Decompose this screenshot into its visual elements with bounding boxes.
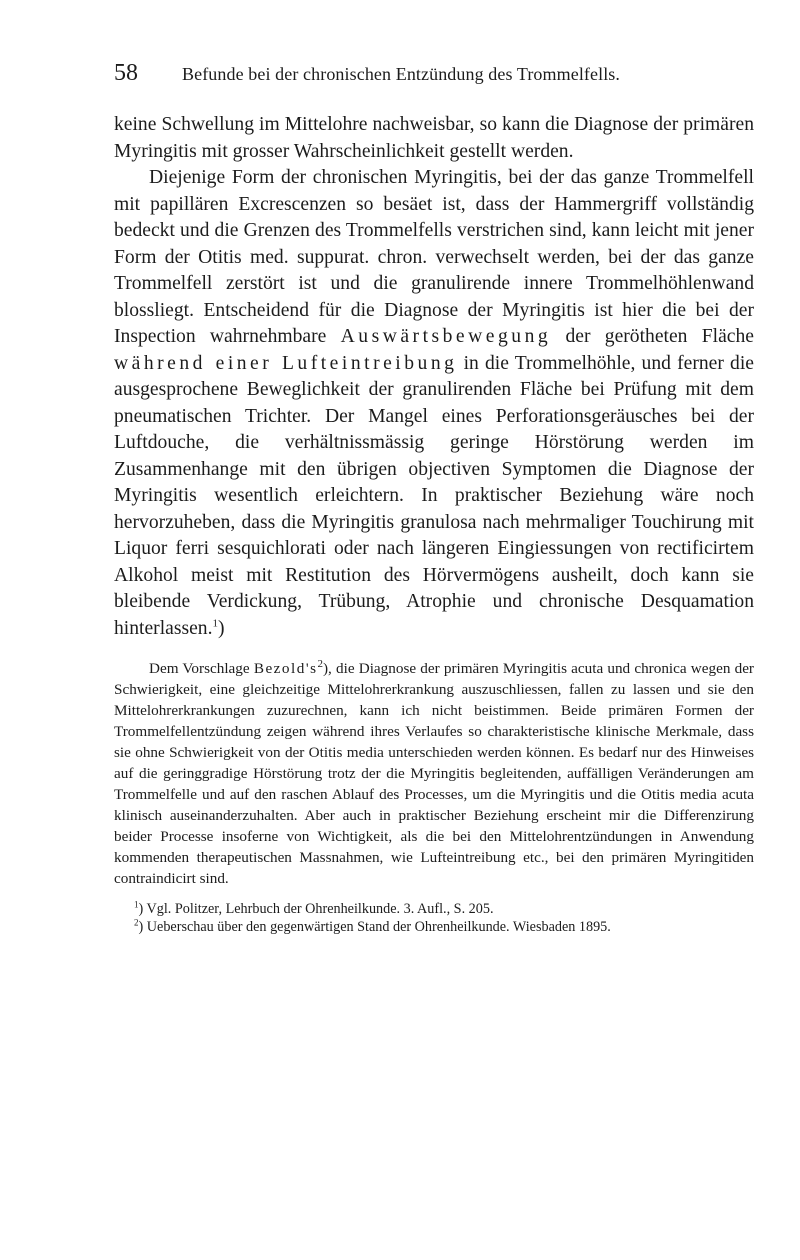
footnote-ref-1-close: ) xyxy=(218,617,225,639)
small-print-note xyxy=(114,658,754,889)
footnote-2 xyxy=(114,918,754,936)
note-lead: Dem Vorschlage xyxy=(149,660,254,677)
footnote-1-lead: Vgl. xyxy=(143,901,175,917)
spaced-term-1: Auswärtsbewegung xyxy=(340,326,552,347)
footnote-1-close: ) xyxy=(138,901,144,917)
page-header xyxy=(114,62,754,90)
paragraph-1: keine Schwellung im Mittelohre nachweisbar, so kann die Diagnose der primären Myringitis mit grosser Wahrscheinlichkeit gestellt werden. xyxy=(114,114,754,162)
paragraph-2-text-c: in die Trommelhöhle, und ferner die ausgesprochene Beweglichkeit der granulirenden Fläche bei Prüfung mit dem pneumatischen Trichter. Der Mangel eines Perforationsgeräusches bei der Luftdouche, die verhältnissmässig geringe Hörstörung werden im Zusammenhange mit den übrigen objectiven Symptomen die Diagnose der Myringitis wesentlich erleichtern. In praktischer Beziehung wäre noch hervorzuheben, dass die Myringitis granulosa nach mehrmaliger Touchirung mit Liquor ferri sesquichlorati oder nach längeren Eingiessungen von rectificirtem Alkohol meist mit Restitution des Hörvermögens ausheilt, doch kann sie bleibende Verdickung, Trübung, Atrophie und chronische Desquamation hinterlassen. xyxy=(114,352,754,639)
paragraph-2-text-b: der gerötheten Fläche xyxy=(551,326,754,347)
page-number: 58 xyxy=(114,60,138,86)
footnote-ref-1: 1 xyxy=(212,616,218,629)
body-text xyxy=(114,112,754,936)
main-text xyxy=(114,112,754,642)
note-body: ), die Diagnose der primären Myringitis acuta und chronica wegen der Schwierigkeit, eine gleichzeitige Mittelohrerkrankung auszuschliessen, fallen zu lassen und sie den Mittelohrerkrankungen zuzurechnen, kann ich nicht beistimmen. Beide primären Formen der Trommelfellentzündung zeigen während ihres Verlaufes so charakteristische klinische Merkmale, dass sie ohne Schwierigkeit von der Otitis media unterschieden werden können. Es bedarf nur des Hinweises auf die geringgradige Hörstörung trotz der die Myringitis begleitenden, auffälligen Veränderungen am Trommelfelle und auf den raschen Ablauf des Processes, um die Myringitis und die Otitis media acuta klinisch auseinanderzuhalten. Aber auch in praktischer Beziehung erscheint mir die Differenzirung beider Processe insoferne von Wichtigkeit, als die bei den Mittelohrentzündungen in Anwendung kommenden therapeutischen Massnahmen, wie Lufteintreibung etc., bei den primären Myringitiden contraindicirt sind. xyxy=(114,660,754,887)
footnote-ref-2: 2 xyxy=(317,657,323,670)
spaced-term-2: während einer Lufteintreibung xyxy=(114,352,458,374)
footnote-1-author: Politzer xyxy=(174,901,219,917)
paragraph-2 xyxy=(114,165,754,642)
note-author-name: Bezold's xyxy=(253,660,318,677)
footnote-1-mark: 1 xyxy=(134,899,139,910)
footnote-2-close: ) xyxy=(138,919,144,935)
footnote-1 xyxy=(114,900,754,918)
footnotes xyxy=(114,900,754,936)
footnote-1-text: , Lehrbuch der Ohrenheilkunde. 3. Aufl., S. 205. xyxy=(218,901,494,917)
footnote-2-text: Ueberschau über den gegenwärtigen Stand der Ohrenheilkunde. Wiesbaden 1895. xyxy=(146,919,611,935)
running-head: Befunde bei der chronischen Entzündung des Trommelfells. xyxy=(182,64,621,84)
footnote-2-mark: 2 xyxy=(134,917,139,928)
paragraph-2-text-a: Diejenige Form der chronischen Myringitis, bei der das ganze Trommelfell mit papillären Excrescenzen so besäet ist, dass der Hammergriff vollständig bedeckt und die Grenzen des Trommelfells verstrichen sind, kann leicht mit jener Form der Otitis med. suppurat. chron. verwechselt werden, bei der das ganze Trommelfell zerstört ist und die granulirende innere Trommelhöhlenwand blossliegt. Entscheidend für die Diagnose der Myringitis ist hier die bei der Inspection wahrnehmbare xyxy=(114,167,754,347)
